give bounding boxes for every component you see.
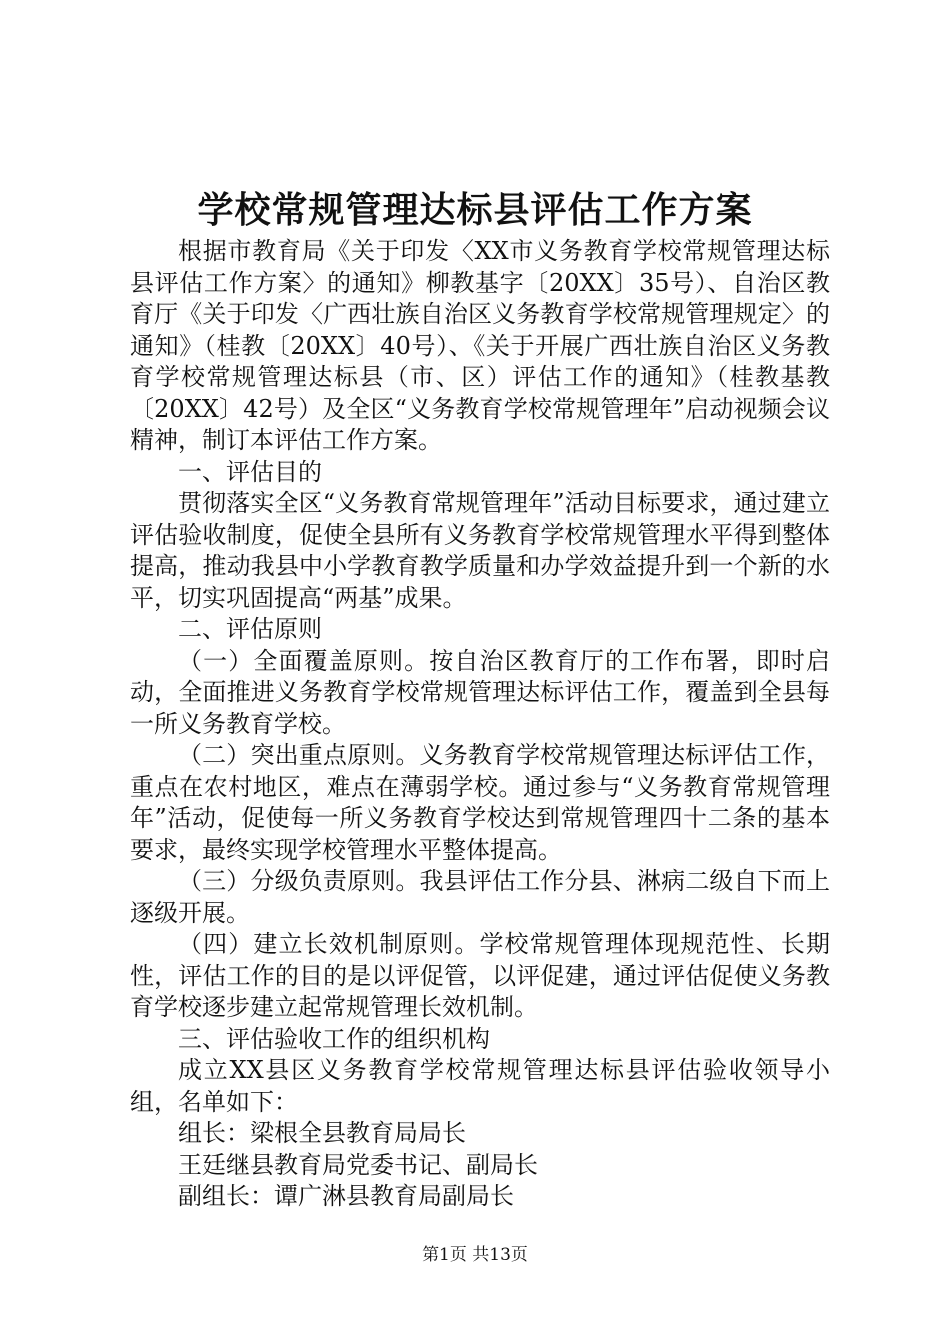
paragraph-organization: 成立XX县区义务教育学校常规管理达标县评估验收领导小组，名单如下： [130,1056,830,1116]
document-title: 学校常规管理达标县评估工作方案 [197,189,753,231]
member-secretary: 王廷继县教育局党委书记、副局长 [178,1150,538,1179]
paragraph-principle-3: （三）分级负责原则。我县评估工作分县、淋病二级自下而上逐级开展。 [130,867,830,927]
member-leader: 组长：梁根全县教育局局长 [178,1119,466,1147]
section-heading-organization: 三、评估验收工作的组织机构 [178,1024,490,1053]
paragraph-principle-1: （一）全面覆盖原则。按自治区教育厅的工作布署，即时启动，全面推进义务教育学校常规管理达标评估工作，覆盖到全县每一所义务教育学校。 [130,646,830,738]
paragraph-principle-4: （四）建立长效机制原则。学校常规管理体现规范性、长期性，评估工作的目的是以评促管，以评促建，通过评估促使义务教育学校逐步建立起常规管理长效机制。 [130,930,830,1021]
page-number: 第1页 共13页 [422,1245,528,1265]
section-heading-principles: 二、评估原则 [178,615,322,643]
paragraph-purpose: 贯彻落实全区“义务教育常规管理年”活动目标要求，通过建立评估验收制度，促使全县所有义务教育学校常规管理水平得到整体提高，推动我县中小学教育教学质量和办学效益提升到一个新的水平，切实巩固提高“两基”成果。 [130,489,830,612]
section-heading-purpose: 一、评估目的 [178,457,322,486]
document-body [130,236,830,1213]
paragraph-principle-2: （二）突出重点原则。义务教育学校常规管理达标评估工作，重点在农村地区，难点在薄弱学校。通过参与“义务教育常规管理年”活动，促使每一所义务教育学校达到常规管理四十二条的基本要求，最终实现学校管理水平整体提高。 [130,741,830,864]
member-deputy-leader: 副组长：谭广淋县教育局副局长 [178,1182,514,1210]
paragraph-intro: 根据市教育局《关于印发〈XX市义务教育学校常规管理达标县评估工作方案〉的通知》柳教基字〔20XX〕35号）、自治区教育厅《关于印发〈广西壮族自治区义务教育学校常规管理规定〉的通知》（桂教〔20XX〕40号）、《关于开展广西壮族自治区义务教育学校常规管理达标县（市、区）评估工作的通知》（桂教基教〔20XX〕42号）及全区“义务教育学校常规管理年”启动视频会议精神，制订本评估工作方案。 [130,237,830,454]
